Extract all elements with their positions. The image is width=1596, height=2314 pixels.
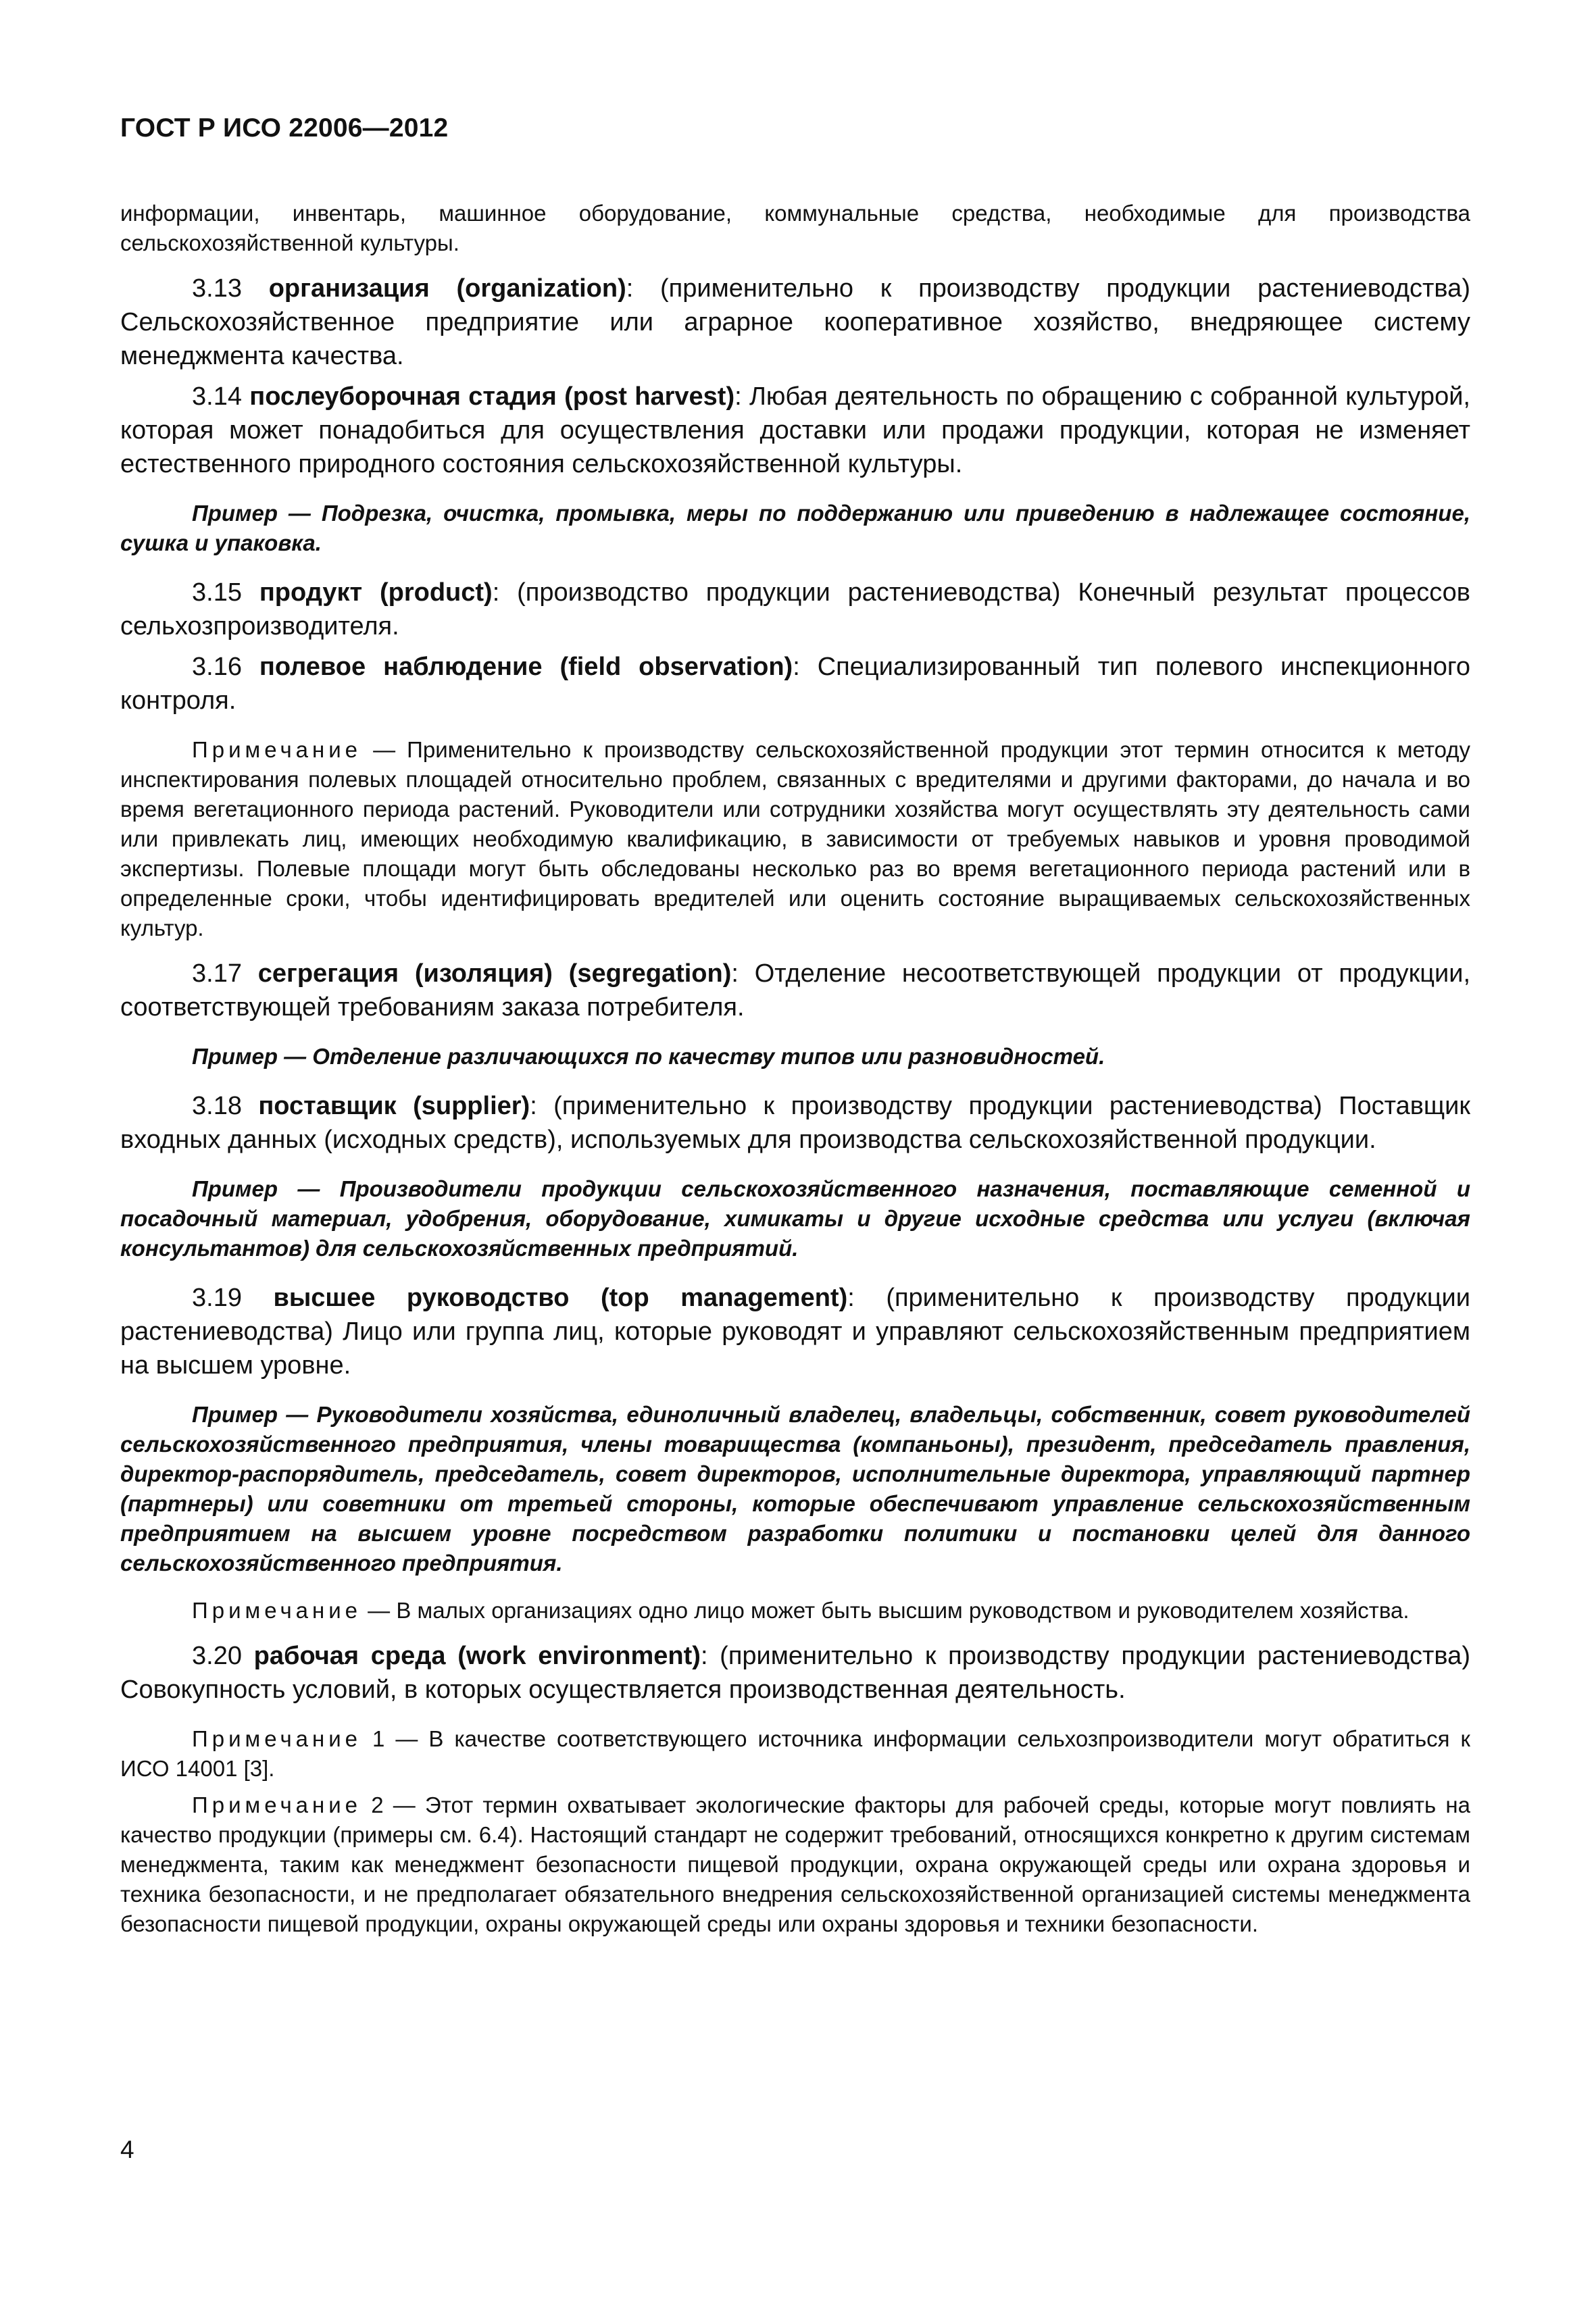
note-label: Примечание xyxy=(192,737,362,762)
document-page xyxy=(120,114,1470,1939)
term-definition: : (применительно к производству продукции растениеводства) Поставщик входных данных (исходных средств), используемых для производства сельскохозяйственной продукции. xyxy=(120,1092,1471,1154)
note-1-3-20 xyxy=(120,1724,1470,1784)
term-title: полевое наблюдение (field observation) xyxy=(259,653,793,681)
term-number: 3.20 xyxy=(192,1642,254,1670)
term-number: 3.19 xyxy=(192,1284,274,1312)
note-label: Примечание xyxy=(192,1792,362,1817)
note-label: Примечание xyxy=(192,1598,362,1623)
term-3-20 xyxy=(120,1639,1470,1707)
term-3-15 xyxy=(120,576,1470,643)
term-number: 3.16 xyxy=(192,653,259,681)
term-3-13 xyxy=(120,272,1470,373)
term-title: поставщик (supplier) xyxy=(258,1092,530,1120)
term-definition: : (применительно к производству продукции растениеводства) Совокупность условий, в которых осуществляется производственная деятельность. xyxy=(120,1642,1470,1704)
term-definition: : Любая деятельность по обращению с собранной культурой, которая может понадобиться для осуществления доставки или продажи продукции, которая не изменяет естественного природного состояния сельскохозяйственной культуры. xyxy=(120,382,1470,478)
term-definition: : Специализированный тип полевого инспекционного контроля. xyxy=(120,653,1470,715)
term-title: сегрегация (изоляция) (segregation) xyxy=(257,959,732,988)
note-2-3-20 xyxy=(120,1790,1470,1939)
term-3-18 xyxy=(120,1089,1470,1157)
term-number: 3.13 xyxy=(192,274,269,303)
term-definition: : (применительно к производству продукции растениеводства) Лицо или группа лиц, которые руководят и управляют сельскохозяйственным предприятием на высшем уровне. xyxy=(120,1284,1470,1380)
example-3-17: Пример — Отделение различающихся по качеству типов или разновидностей. xyxy=(192,1044,1105,1069)
term-3-17 xyxy=(120,957,1470,1024)
term-definition: : (производство продукции растениеводства) Конечный результат процессов сельхозпроизводителя. xyxy=(120,578,1470,640)
example-3-14: Пример — Подрезка, очистка, промывка, меры по поддержанию или приведению в надлежащее состояние, сушка и упаковка. xyxy=(120,501,1470,555)
note-3-16 xyxy=(120,735,1470,943)
example-3-18: Пример — Производители продукции сельскохозяйственного назначения, поставляющие семенной и посадочный материал, удобрения, оборудование, химикаты и другие исходные средства или услуги (включая консультантов) для сельскохозяйственных предприятий. xyxy=(120,1176,1470,1261)
term-3-14 xyxy=(120,380,1470,481)
note-3-19 xyxy=(120,1596,1470,1626)
term-title: послеуборочная стадия (post harvest) xyxy=(249,382,735,411)
note-text: — В малых организациях одно лицо может быть высшим руководством и руководителем хозяйства. xyxy=(361,1598,1410,1623)
term-3-19 xyxy=(120,1281,1470,1382)
term-number: 3.15 xyxy=(192,578,259,607)
example-3-19: Пример — Руководители хозяйства, единоличный владелец, владельцы, собственник, совет руководителей сельскохозяйственного предприятия, члены товарищества (компаньоны), президент, председатель правления, директор-распорядитель, председатель, совет директоров, исполнительные директора, управляющий партнер (партнеры) или советники от третьей стороны, которые обеспечивают управление сельскохозяйственным предприятием на высшем уровне посредством разработки политики и постановки целей для данного сельскохозяйственного предприятия. xyxy=(120,1402,1470,1576)
note-text: 2 — Этот термин охватывает экологические факторы для рабочей среды, которые могут повлиять на качество продукции (примеры см. 6.4). Настоящий стандарт не содержит требований, относящихся конкретно к другим системам менеджмента, таким как менеджмент безопасности пищевой продукции, охрана окружающей среды или охрана здоровья и техника безопасности, и не предполагает обязательного внедрения сельскохозяйственной организацией системы менеджмента безопасности пищевой продукции, охраны окружающей среды или охраны здоровья и техники безопасности. xyxy=(120,1792,1470,1936)
term-number: 3.18 xyxy=(192,1092,259,1120)
note-label: Примечание xyxy=(192,1726,362,1751)
term-definition: : (применительно к производству продукции растениеводства) Сельскохозяйственное предприятие или аграрное кооперативное хозяйство, внедряющее систему менеджмента качества. xyxy=(120,274,1470,370)
page-number: 4 xyxy=(120,2136,134,2163)
term-title: высшее руководство (top management) xyxy=(273,1284,848,1312)
document-header: ГОСТ Р ИСО 22006—2012 xyxy=(120,114,449,143)
term-number: 3.14 xyxy=(192,382,250,411)
term-title: рабочая среда (work environment) xyxy=(253,1642,701,1670)
term-number: 3.17 xyxy=(192,959,258,988)
paragraph-continuation: информации, инвентарь, машинное оборудование, коммунальные средства, необходимые для производства сельскохозяйственной культуры. xyxy=(120,201,1470,255)
term-title: организация (organization) xyxy=(268,274,626,303)
term-title: продукт (product) xyxy=(259,578,493,607)
term-3-16 xyxy=(120,650,1470,718)
note-text: — Применительно к производству сельскохозяйственной продукции этот термин относится к методу инспектирования полевых площадей относительно проблем, связанных с вредителями и другими факторами, до начала и во время вегетационного периода растений. Руководители или сотрудники хозяйства могут осуществлять эту деятельность сами или привлекать лиц, имеющих необходимую квалификацию, в зависимости от требуемых навыков и уровня проводимой экспертизы. Полевые площади могут быть обследованы несколько раз во время вегетационного периода растений или в определенные сроки, чтобы идентифицировать вредителей или оценить состояние выращиваемых сельскохозяйственных культур. xyxy=(120,737,1470,940)
note-text: 1 — В качестве соответствующего источника информации сельхозпроизводители могут обратиться к ИСО 14001 [3]. xyxy=(120,1726,1470,1781)
term-definition: : Отделение несоответствующей продукции от продукции, соответствующей требованиям заказа потребителя. xyxy=(120,959,1470,1022)
